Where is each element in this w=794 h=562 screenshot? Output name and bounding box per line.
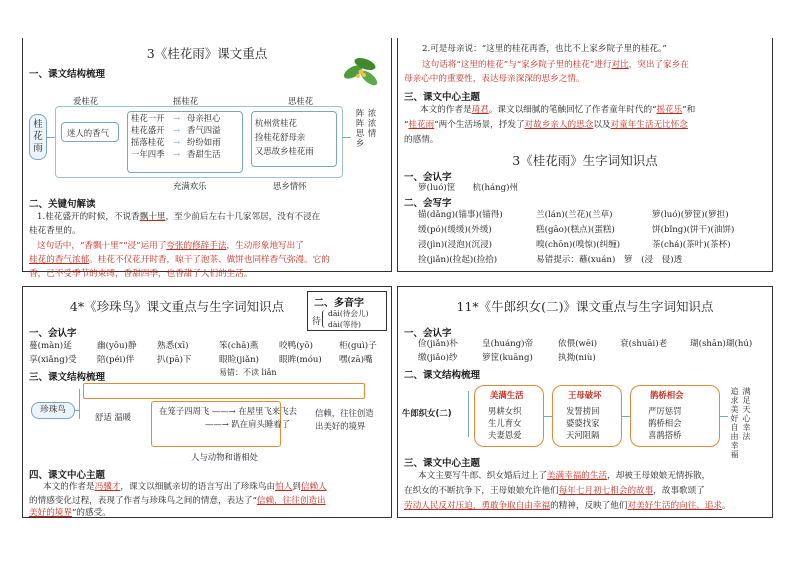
connector [468,391,469,437]
error-hint: 易错提示：蘸(xuán) 箩 (浸 侵)透 [536,255,683,265]
theme-line-1: 本文的作者是琦君。课文以细腻的笔触回忆了作者童年时代的“摇花乐”和 [420,105,696,115]
word: 熟悉(xī) [157,341,189,351]
shake-right-col: 母亲担心 香气四溢 纷纷如雨 香甜生活 [187,113,221,159]
footer-homesick: 思乡情怀 [273,181,307,191]
section-recognize-heading: 一、会认字 [29,328,77,339]
word: 箩筐(kuāng) [482,353,533,363]
theme-line-3: 的感情。 [404,135,439,145]
connector [720,416,728,417]
analysis-contrast-end: 母亲心中的重要性，表达母亲深深的思乡之情。 [404,74,585,84]
connector [622,416,630,417]
theme-line-3: 美好的境界”的感受。 [29,508,111,518]
section-write-heading: 二、会写字 [404,198,452,209]
stage-happy: 美满生活 [490,390,524,400]
sentence-2: 2.可是母亲说：“这里的桂花再香，也比不上家乡院子里的桂花。” [422,44,667,54]
word: 扒(pā)下 [157,355,192,365]
analysis-contrast: 这句话将“这里的桂花”与“家乡院子里的桂花”进行对比，突出了家乡在 [422,60,689,70]
word: 幽(yōu)静 [97,341,137,351]
structure-footer: 人与动物和谐相处 [191,452,258,462]
stage-meet: 鹊桥相会 [650,390,684,400]
polyphone-box [307,291,387,331]
feeling-col: 信赖，往往创造 出美好的境界 [315,408,374,431]
panel-title: 3《桂花雨》课文重点 [146,46,268,61]
write-cell: 嗅(chōn)(嗅惊)(纠缠) [536,240,621,250]
col-label-miss: 思桂花 [288,96,314,106]
side-col-2: 满 足 天 心 幸 法 [742,387,751,441]
connector [343,137,351,138]
polyphone-reading-1: dāi(待会儿) [328,309,369,318]
col-label-love: 爱桂花 [73,96,99,106]
sentence-1: 1.桂花盛开的时候，不说香飘十里，至少前后左右十几家邻居，没有不浸在 [37,212,321,222]
theme-line-2: 的情感变化过程，表现了作者与珍珠鸟之间的情意，表达了“信赖，往往创造出 [29,496,326,506]
section-structure-heading: 三、课文结构梳理 [29,372,106,383]
brace [322,310,326,328]
write-cell: 糕(gāo)(糕点)(蛋糕) [536,225,615,235]
word: 蔓(màn)延 [29,341,72,351]
shake-arrows: → → → → [173,113,181,159]
word: 瑚(shān)瑚(hú) [690,339,753,349]
connector [47,137,55,138]
word: 笨(chā)燕 [219,341,259,351]
side-col-2: 浓浓 情 [367,108,377,138]
word: 衰(shuāi)老 [620,339,668,349]
analysis-2: 桂花的香气浓郁。桂花不仅花开时香，晾干了泡茶、做饼也同样香气弥漫。它的 [29,255,330,265]
write-cell: 兰(lán)(兰花)(兰草) [536,210,613,220]
word: 眼眸(móu) [279,355,322,365]
theme-line-1: 本文主要写牛郎、织女婚后过上了美满幸福的生活，却被王母娘娘无情拆散， [418,471,711,481]
side-col-1: 追 求 美 好 自 由 幸 福 [730,387,739,459]
panel-guihuayu-key-points [22,38,392,279]
stage-band [83,383,365,399]
side-theme [730,387,751,459]
polyphone-heading: 二、多音字 [314,298,364,309]
word: 皇(huáng)帝 [482,339,534,349]
analysis-3: 香，已不受季节的束缚，香甜四季，也香甜了人们的生活。 [29,269,253,279]
word: 眼睑(jiǎn) [219,355,259,365]
section-structure-heading: 二、课文结构梳理 [404,370,481,381]
word: 咬鸭(yō) [279,341,313,351]
theme-line-2: “桂花雨”两个生活场景，抒发了对故乡亲人的思念以及对童年生活无比怀念 [404,120,688,130]
panel-subtitle: 3《桂花雨》生字词知识点 [512,153,658,168]
word: 嘿(zā)嘴 [339,355,373,365]
panel-guihuayu-words [397,38,773,272]
side-theme [355,108,377,148]
panel-zhenzhuniao [22,286,392,518]
section-theme-heading: 四、课文中心主题 [29,470,106,481]
theme-line-3: 劳动人民反对压迫，勇敢争取自由幸福的精神，反映了他们对美好生活的向往、追求。 [404,501,731,511]
happy-col: 男耕女织 生儿育女 夫妻恩爱 [488,406,522,440]
sentence-1-end: 桂花香里的。 [29,226,81,236]
shake-left-col: 桂花一开 桂花盛开 摇落桂花 一年四季 [131,113,165,159]
write-cell: 饼(bǐng)(饼干)(油饼) [652,225,735,235]
polyphone-char: 待 [312,317,322,327]
nest-desc: 舒适 温暖 [95,412,132,422]
error-hint: 易错：不读 liǎn [219,368,277,377]
word: 享(xiǎng)受 [29,355,77,365]
connector [75,410,79,411]
section-theme-heading: 三、课文中心主题 [404,458,481,469]
write-cell: 浸(jìn)(浸泡)(沉浸) [418,240,493,250]
root-node: 牛郎织女(二) [402,408,452,418]
root-node: 桂花雨 [29,114,47,160]
connector [79,389,80,419]
analysis-1: 这句话中，“香飘十里”“浸”运用了夸张的修辞手法，生动形象地写出了 [37,241,304,251]
write-cell: 茶(chá)(茶叶)(茶杯) [652,240,731,250]
familiar-col: 在笼子四周飞 ——→ 在屋里飞来飞去 ——→ 趴在肩头睡着了 [159,406,297,429]
word: 柜(guì)子 [339,341,377,351]
word: 陪(péi)伴 [97,355,135,365]
meet-col: 严厉惩罚 鹊桥相会 喜鹊搭桥 [648,406,682,440]
section-recognize-heading: 一、会认字 [404,328,452,339]
fragrance-label: 迷人的香气 [67,128,109,138]
section-structure-heading: 一、课文结构梳理 [29,69,106,80]
theme-line-1: 本文的作者是冯骥才，课文以细腻亲切的语言写出了珍珠鸟由怕人到信赖人 [43,482,327,492]
word: 依偎(wēi) [558,339,598,349]
section-recognize-heading: 一、会认字 [404,172,452,183]
word: 执拗(niù) [558,353,596,363]
root-node: 珍珠鸟 [31,402,75,419]
miss-col: 杭州赏桂花 捡桂花舒母亲 又思故乡桂花雨 [255,118,314,156]
write-cell: 缓(pó)(缓缓)(外缓) [418,225,492,235]
word: 俭(jiǎn)朴 [418,339,458,349]
side-col-1: 阵阵 思乡 [355,108,365,148]
write-cell: 捡(jiǎn)(捡起)(捡拾) [418,255,498,265]
panel-title: 4*《珍珠鸟》课文重点与生字词知识点 [69,299,285,314]
leaf-decoration-icon [339,48,383,90]
panel-niulang-zhinv [397,286,773,518]
stage-destroy: 王母破坏 [568,390,602,400]
section-theme-heading: 三、课文中心主题 [404,92,481,103]
polyphone-reading-2: dài(等待) [328,320,361,329]
col-label-shake: 摇桂花 [173,96,199,106]
word: 缴(jiǎo)纱 [418,353,458,363]
footer-joy: 充满欢乐 [173,181,207,191]
theme-line-2: 在织女的不断抗争下，王母娘娘允许他们每年七月初七相会的故事，故事歌颂了 [404,486,705,496]
recognize-row: 箩(luó)筐 杭(háng)州 [418,183,519,193]
write-cell: 箩(luó)(箩筐)(箩担) [652,210,729,220]
section-key-sentence-heading: 二、关键句解读 [29,199,96,210]
panel-title: 11*《牛郎织女(二)》课文重点与生字词知识点 [456,299,714,314]
destroy-col: 发誓捞回 婆婆找家 天河阻隔 [566,406,600,440]
write-cell: 锚(dǎng)(锚事)(锚得) [418,210,503,220]
connector [544,416,552,417]
